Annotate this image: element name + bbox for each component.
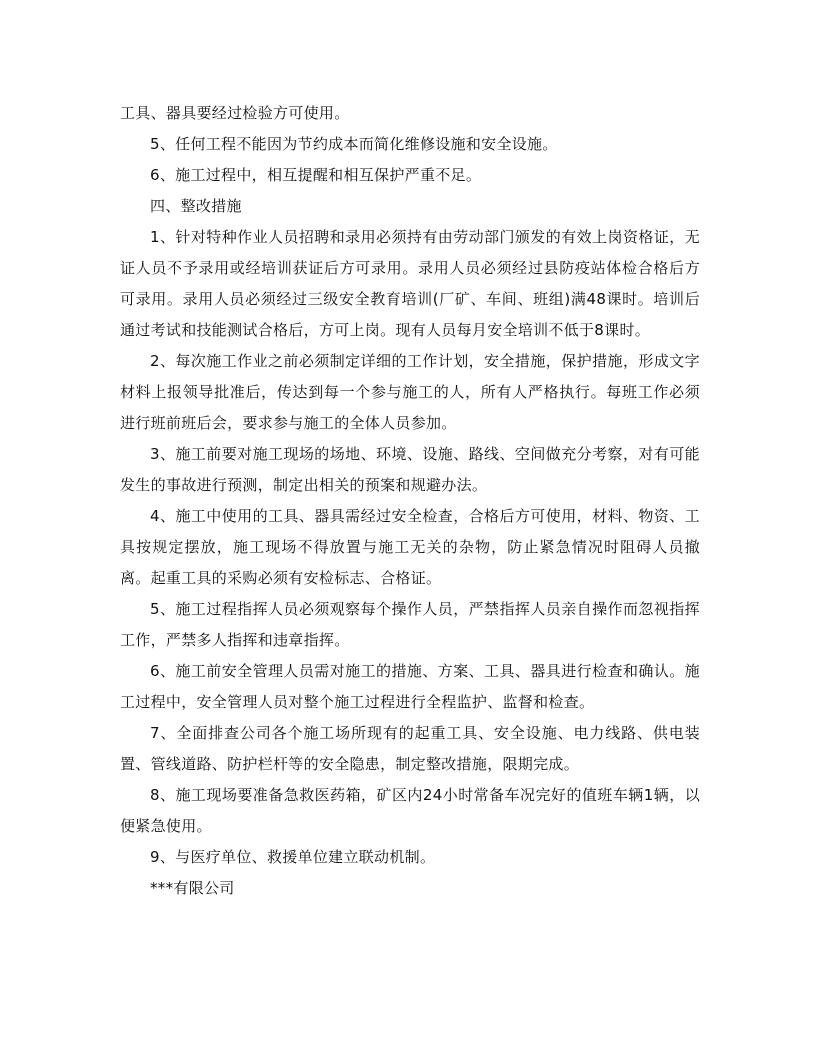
paragraph-item-6-protection: 6、施工过程中，相互提醒和相互保护严重不足。	[150, 166, 482, 184]
paragraph-measure-2: 2、每次施工作业之前必须制定详细的工作计划，安全措施，保护措施，形成文字材料上报领导批准后，传达到每一个参与施工的人，所有人严格执行。每班工作必须进行班前班后会，要求参与施工的全体人员参加。	[120, 352, 700, 432]
paragraph-measure-3: 3、施工前要对施工现场的场地、环境、设施、路线、空间做充分考察，对有可能发生的事故进行预测，制定出相关的预案和规避办法。	[120, 445, 700, 494]
paragraph-measure-5: 5、施工过程指挥人员必须观察每个操作人员，严禁指挥人员亲自操作而忽视指挥工作，严禁多人指挥和违章指挥。	[120, 600, 700, 649]
paragraph-item-5-cost: 5、任何工程不能因为节约成本而简化维修设施和安全设施。	[150, 135, 558, 153]
paragraph-measure-8: 8、施工现场要准备急救医药箱，矿区内24小时常备车况完好的值班车辆1辆，以便紧急使用。	[120, 786, 700, 835]
paragraph-measure-6: 6、施工前安全管理人员需对施工的措施、方案、工具、器具进行检查和确认。施工过程中，安全管理人员对整个施工过程进行全程监护、监督和检查。	[120, 662, 700, 711]
company-signature: ***有限公司	[150, 879, 235, 897]
paragraph-measure-7: 7、全面排查公司各个施工场所现有的起重工具、安全设施、电力线路、供电装置、管线道路、防护栏杆等的安全隐患，制定整改措施，限期完成。	[120, 724, 700, 773]
paragraph-measure-9: 9、与医疗单位、救援单位建立联动机制。	[150, 848, 436, 866]
section-heading-rectification: 四、整改措施	[150, 197, 242, 215]
document-body	[120, 98, 700, 904]
paragraph-measure-1: 1、针对特种作业人员招聘和录用必须持有由劳动部门颁发的有效上岗资格证，无证人员不予录用或经培训获证后方可录用。录用人员必须经过县防疫站体检合格后方可录用。录用人员必须经过三级安全教育培训(厂矿、车间、班组)满48课时。培训后通过考试和技能测试合格后，方可上岗。现有人员每月安全培训不低于8课时。	[120, 228, 700, 339]
paragraph-measure-4: 4、施工中使用的工具、器具需经过安全检查，合格后方可使用，材料、物资、工具按规定摆放，施工现场不得放置与施工无关的杂物，防止紧急情况时阻碍人员撤离。起重工具的采购必须有安检标志、合格证。	[120, 507, 700, 587]
paragraph-continuation: 工具、器具要经过检验方可使用。	[120, 104, 350, 122]
